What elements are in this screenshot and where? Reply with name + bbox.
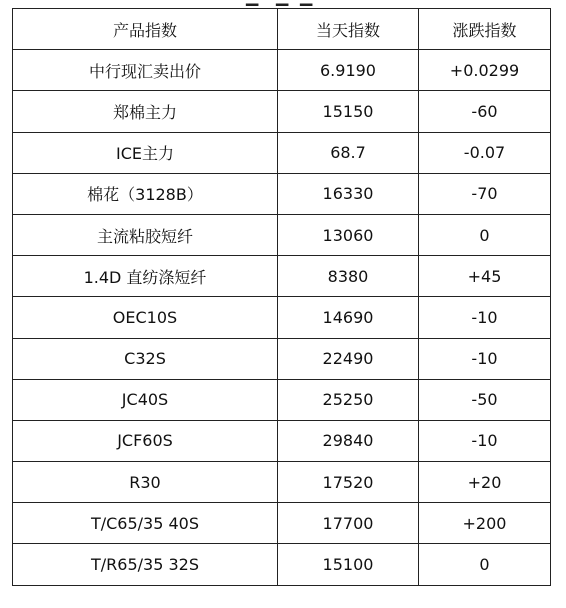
change-index-cell: -50 <box>419 379 551 420</box>
cropped-title-glyph <box>246 0 258 6</box>
product-name-cell: 棉花（3128B） <box>13 173 278 214</box>
change-index-cell: -70 <box>419 173 551 214</box>
table-row <box>13 214 551 255</box>
today-index-cell: 17520 <box>278 462 419 503</box>
table-row <box>13 91 551 132</box>
product-name-cell: T/R65/35 32S <box>13 544 278 585</box>
change-index-cell: -60 <box>419 91 551 132</box>
table-body <box>13 50 551 585</box>
today-index-cell: 17700 <box>278 503 419 544</box>
table-row <box>13 544 551 585</box>
product-name-cell: ICE主力 <box>13 132 278 173</box>
change-index-cell: -10 <box>419 420 551 461</box>
product-name-cell: 中行现汇卖出价 <box>13 50 278 91</box>
change-index-cell: -0.07 <box>419 132 551 173</box>
product-name-cell: OEC10S <box>13 297 278 338</box>
change-index-cell: +200 <box>419 503 551 544</box>
today-index-cell: 14690 <box>278 297 419 338</box>
table-row <box>13 379 551 420</box>
cropped-title-glyph <box>276 0 288 6</box>
table-row <box>13 338 551 379</box>
table-header-row <box>13 9 551 50</box>
change-index-cell: -10 <box>419 297 551 338</box>
table-row <box>13 420 551 461</box>
table-row <box>13 297 551 338</box>
product-name-cell: 主流粘胶短纤 <box>13 214 278 255</box>
product-name-cell: 郑棉主力 <box>13 91 278 132</box>
product-name-cell: 1.4D 直纺涤短纤 <box>13 256 278 297</box>
today-index-cell: 16330 <box>278 173 419 214</box>
today-index-cell: 13060 <box>278 214 419 255</box>
product-name-cell: R30 <box>13 462 278 503</box>
today-index-cell: 8380 <box>278 256 419 297</box>
product-name-cell: JC40S <box>13 379 278 420</box>
table-row <box>13 132 551 173</box>
header-today-index: 当天指数 <box>278 9 419 50</box>
cropped-title-glyph <box>300 0 312 6</box>
table-row <box>13 50 551 91</box>
product-name-cell: T/C65/35 40S <box>13 503 278 544</box>
today-index-cell: 25250 <box>278 379 419 420</box>
price-index-table <box>12 8 551 586</box>
today-index-cell: 29840 <box>278 420 419 461</box>
header-product-index: 产品指数 <box>13 9 278 50</box>
today-index-cell: 15150 <box>278 91 419 132</box>
today-index-cell: 22490 <box>278 338 419 379</box>
table-row <box>13 256 551 297</box>
today-index-cell: 6.9190 <box>278 50 419 91</box>
change-index-cell: -10 <box>419 338 551 379</box>
today-index-cell: 68.7 <box>278 132 419 173</box>
product-name-cell: C32S <box>13 338 278 379</box>
table-row <box>13 462 551 503</box>
change-index-cell: 0 <box>419 214 551 255</box>
change-index-cell: +20 <box>419 462 551 503</box>
change-index-cell: 0 <box>419 544 551 585</box>
change-index-cell: +45 <box>419 256 551 297</box>
product-name-cell: JCF60S <box>13 420 278 461</box>
cropped-title-fragment <box>0 0 566 8</box>
header-change-index: 涨跌指数 <box>419 9 551 50</box>
table-row <box>13 503 551 544</box>
change-index-cell: +0.0299 <box>419 50 551 91</box>
today-index-cell: 15100 <box>278 544 419 585</box>
table-row <box>13 173 551 214</box>
